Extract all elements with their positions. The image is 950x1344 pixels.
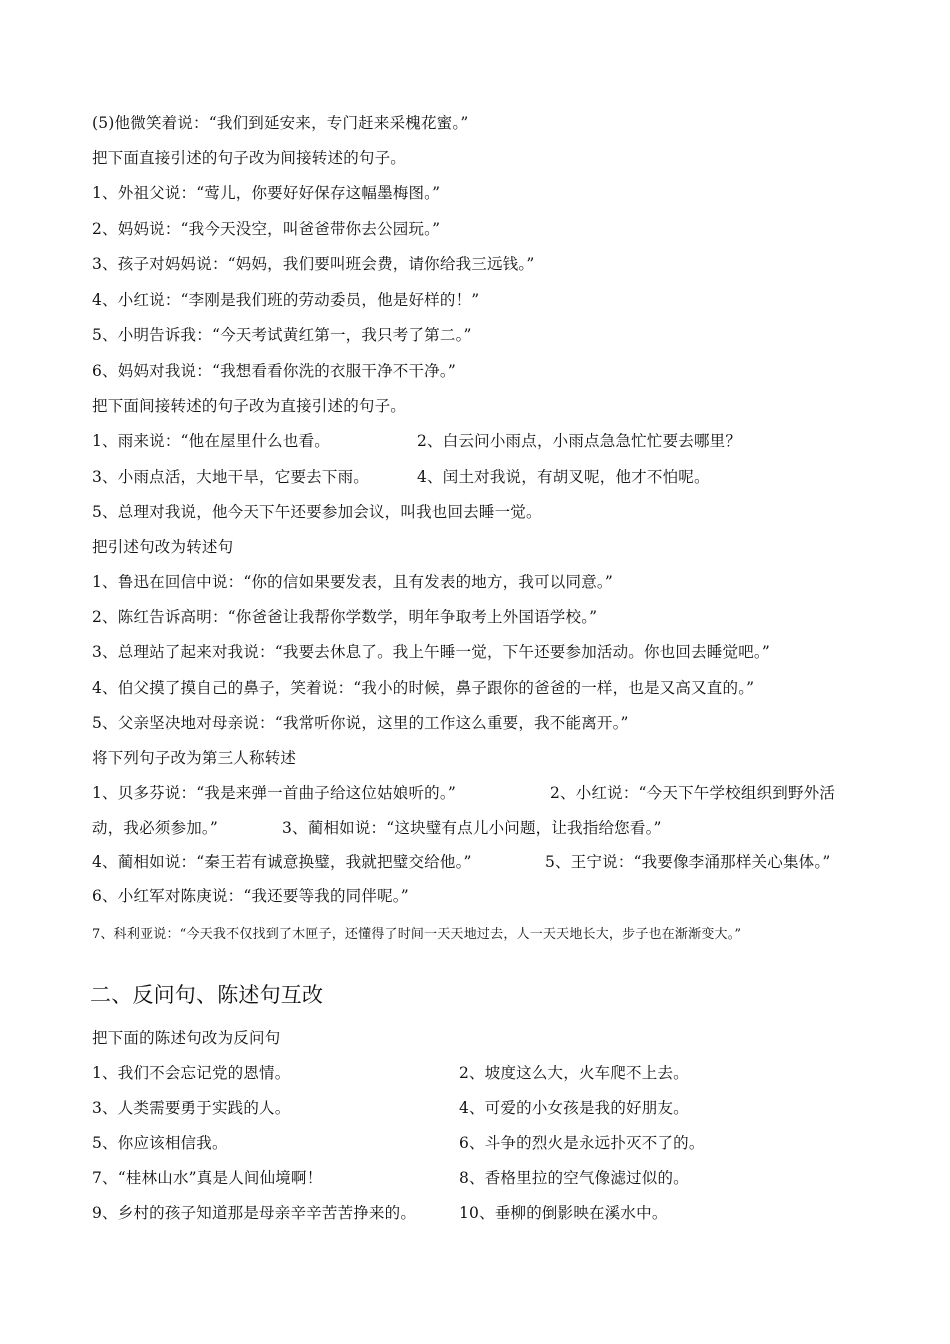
- section-heading: 把引述句改为转述句: [92, 538, 234, 556]
- exercise-row: [92, 818, 662, 838]
- exercise-row: [92, 1168, 689, 1188]
- exercise-item: 3、总理站了起来对我说：“我要去休息了。我上午睡一觉，下午还要参加活动。你也回去睡觉吧。”: [92, 643, 770, 661]
- exercise-item: 1、我们不会忘记党的恩情。: [92, 1064, 291, 1082]
- exercise-item: 4、蔺相如说：“秦王若有诚意换璧，我就把璧交给他。”: [92, 853, 472, 871]
- exercise-row: [92, 1203, 668, 1223]
- exercise-item: 1、外祖父说：“莺儿，你要好好保存这幅墨梅图。”: [92, 184, 441, 202]
- exercise-item: 2、白云问小雨点，小雨点急急忙忙要去哪里？: [417, 432, 742, 450]
- exercise-item: 1、鲁迅在回信中说：“你的信如果要发表，且有发表的地方，我可以同意。”: [92, 573, 613, 591]
- exercise-item: 4、可爱的小女孩是我的好朋友。: [459, 1099, 689, 1117]
- exercise-item: 1、贝多芬说：“我是来弹一首曲子给这位姑娘听的。”: [92, 784, 456, 802]
- exercise-item: 6、斗争的烈火是永远扑灭不了的。: [459, 1134, 705, 1152]
- section-heading: 把下面的陈述句改为反问句: [92, 1029, 281, 1047]
- exercise-item: 5、你应该相信我。: [92, 1134, 228, 1152]
- exercise-item: 10、垂柳的倒影映在溪水中。: [459, 1204, 668, 1222]
- exercise-row: [92, 431, 742, 451]
- exercise-item: 3、蔺相如说：“这块璧有点儿小问题，让我指给您看。”: [282, 819, 662, 837]
- section-heading: 把下面间接转述的句子改为直接引述的句子。: [92, 397, 407, 415]
- section-heading: 将下列句子改为第三人称转述: [92, 749, 297, 767]
- exercise-item: 2、坡度这么大，火车爬不上去。: [459, 1064, 689, 1082]
- exercise-item: 7、“桂林山水”真是人间仙境啊！: [92, 1169, 323, 1187]
- exercise-item: 2、陈红告诉高明：“你爸爸让我帮你学数学，明年争取考上外国语学校。”: [92, 608, 598, 626]
- exercise-row: [92, 1063, 689, 1083]
- exercise-item: 5、父亲坚决地对母亲说：“我常听你说，这里的工作这么重要，我不能离开。”: [92, 714, 629, 732]
- exercise-row: [92, 467, 710, 487]
- exercise-row: [92, 1133, 705, 1153]
- exercise-item: 3、人类需要勇于实践的人。: [92, 1099, 291, 1117]
- exercise-row: [92, 852, 831, 872]
- exercise-item: 6、妈妈对我说：“我想看看你洗的衣服干净不干净。”: [92, 362, 456, 380]
- exercise-item: 3、孩子对妈妈说：“妈妈，我们要叫班会费，请你给我三远钱。”: [92, 255, 535, 273]
- exercise-row: [92, 783, 836, 803]
- text-line: (5)他微笑着说：“我们到延安来，专门赶来采槐花蜜。”: [92, 114, 469, 132]
- exercise-item: 2、小红说：“今天下午学校组织到野外活: [550, 784, 836, 802]
- exercise-item: 4、闰土对我说，有胡叉呢，他才不怕呢。: [417, 468, 710, 486]
- exercise-item: 4、小红说：“李刚是我们班的劳动委员，他是好样的！”: [92, 291, 480, 309]
- exercise-item: 7、科利亚说：“今天我不仅找到了木匣子，还懂得了时间一天天地过去，人一天天地长大，步子也在渐渐变大。”: [92, 927, 742, 942]
- exercise-item: 8、香格里拉的空气像滤过似的。: [459, 1169, 689, 1187]
- exercise-row: [92, 1098, 689, 1118]
- exercise-item: 5、小明告诉我：“今天考试黄红第一，我只考了第二。”: [92, 326, 472, 344]
- exercise-item: 1、雨来说：“他在屋里什么也看。: [92, 432, 330, 450]
- exercise-item: 6、小红军对陈庚说：“我还要等我的同伴呢。”: [92, 887, 409, 905]
- exercise-item: 3、小雨点活，大地干旱，它要去下雨。: [92, 468, 369, 486]
- exercise-item: 4、伯父摸了摸自己的鼻子，笑着说：“我小的时候，鼻子跟你的爸爸的一样，也是又高又直的。”: [92, 679, 755, 697]
- exercise-item: 动，我必须参加。”: [92, 819, 218, 837]
- exercise-item: 5、总理对我说，他今天下午还要参加会议，叫我也回去睡一觉。: [92, 503, 542, 521]
- exercise-item: 2、妈妈说：“我今天没空，叫爸爸带你去公园玩。”: [92, 220, 441, 238]
- section-title: 二、反问句、陈述句互改: [90, 983, 324, 1007]
- section-heading: 把下面直接引述的句子改为间接转述的句子。: [92, 149, 407, 167]
- exercise-item: 9、乡村的孩子知道那是母亲辛辛苦苦挣来的。: [92, 1204, 417, 1222]
- exercise-item: 5、王宁说：“我要像李涌那样关心集体。”: [545, 853, 831, 871]
